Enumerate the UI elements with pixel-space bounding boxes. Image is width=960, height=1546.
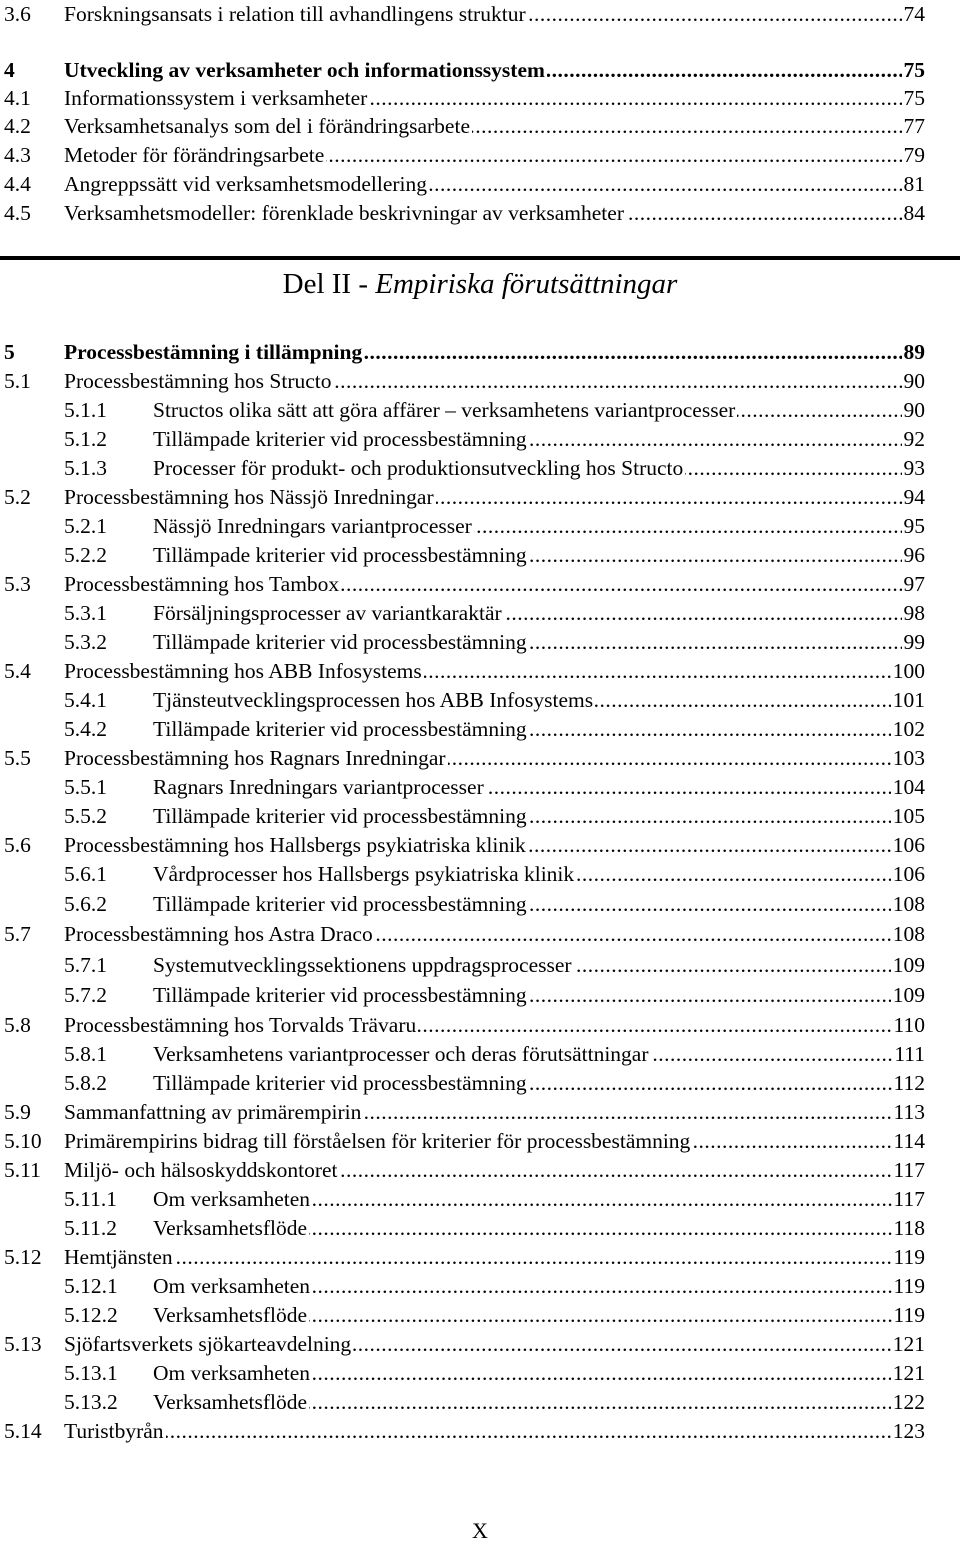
toc-entry[interactable] [0,920,960,949]
toc-entry-title-text: Processbestämning hos Ragnars Inredningar [64,746,446,770]
toc-entry-page: 105 [891,802,925,831]
toc-entry[interactable] [0,1011,960,1040]
toc-entry-title [153,1185,925,1214]
toc-entry-title-text: Verksamhetsflöde [153,1303,308,1327]
toc-entry[interactable] [0,657,960,686]
toc-entry-number: 5.1.2 [64,427,107,451]
toc-entry-title-text: Processbestämning hos Structo [64,369,332,393]
toc-entry-title-text: Ragnars Inredningars variantprocesser [153,775,484,799]
toc-entry-page: 106 [891,860,925,889]
toc-entry-page: 100 [891,657,925,686]
toc-entry[interactable] [0,951,960,980]
toc-entry-title [64,920,925,949]
toc-entry-page: 108 [891,890,925,919]
toc-entry[interactable] [0,628,960,657]
toc-entry-page: 74 [902,0,926,29]
toc-entry-page: 99 [902,628,926,657]
toc-entry-title-text: Tjänsteutvecklingsprocessen hos ABB Infosystems [153,688,594,712]
toc-entry[interactable] [0,744,960,773]
toc-entry-title [64,1417,925,1446]
toc-entry-number: 5.2 [4,485,31,509]
toc-entry-number: 5.3.2 [64,630,107,654]
toc-entry-page: 117 [892,1185,925,1214]
toc-entry-page: 119 [892,1301,925,1330]
toc-entry[interactable] [0,686,960,715]
toc-entry-number: 5.14 [4,1419,42,1443]
toc-entry-number: 5.9 [4,1100,31,1124]
toc-entry-title-text: Processer för produkt- och produktionsutveckling hos Structo [153,456,684,480]
toc-entry[interactable] [0,1243,960,1272]
toc-entry-title [153,773,925,802]
toc-entry-title-text: Verksamhetsflöde [153,1390,308,1414]
toc-entry-title [153,541,925,570]
toc-entry-number: 5.5.1 [64,775,107,799]
toc-entry-title [153,512,925,541]
toc-entry-title-text: Tillämpade kriterier vid processbestämning [153,630,527,654]
toc-entry-title [153,628,925,657]
toc-entry[interactable] [0,199,960,228]
toc-entry[interactable] [0,170,960,199]
toc-entry[interactable] [0,1388,960,1417]
toc-entry-number: 5.7 [4,922,31,946]
toc-entry-title [64,199,925,228]
toc-entry-number: 5.4.2 [64,717,107,741]
toc-entry-number: 5.4.1 [64,688,107,712]
toc-entry-title [153,860,925,889]
toc-entry-number: 5.5 [4,746,31,770]
toc-entry-page: 90 [902,396,926,425]
toc-entry-page: 109 [891,951,925,980]
toc-entry-page: 79 [902,141,926,170]
toc-entry[interactable] [0,1301,960,1330]
toc-entry[interactable] [0,599,960,628]
toc-entry[interactable] [0,570,960,599]
part-heading [0,264,960,304]
toc-entry[interactable] [0,425,960,454]
toc-entry[interactable] [0,890,960,919]
toc-entry-title [153,599,925,628]
toc-entry-title-text: Om verksamheten [153,1361,311,1385]
toc-entry-title [64,1330,925,1359]
toc-entry-page: 121 [891,1359,925,1388]
toc-entry-title [153,396,925,425]
toc-entry-page: 81 [902,170,926,199]
toc-entry-number: 5.6.1 [64,862,107,886]
toc-entry-title [153,1272,925,1301]
toc-entry-number: 4.1 [4,86,31,110]
toc-entry-number: 5.6 [4,833,31,857]
toc-entry-title [64,170,925,199]
toc-entry-title [64,0,925,29]
toc-entry-number: 5.6.2 [64,892,107,916]
toc-entry-title-text: Miljö- och hälsoskyddskontoret [64,1158,338,1182]
toc-entry-page: 119 [892,1272,925,1301]
toc-entry-title-text: Om verksamheten [153,1187,311,1211]
toc-entry[interactable] [0,1127,960,1156]
toc-entry-title-text: Sjöfartsverkets sjökarteavdelning [64,1332,352,1356]
toc-entry-title [64,1011,925,1040]
toc-entry[interactable] [0,1185,960,1214]
toc-entry-title [64,831,925,860]
toc-entry-title [153,1359,925,1388]
toc-entry[interactable] [0,112,960,141]
toc-entry-title-text: Processbestämning hos Nässjö Inredningar [64,485,434,509]
toc-entry-title-text: Om verksamheten [153,1274,311,1298]
toc-entry-title-text: Systemutvecklingssektionens uppdragsprocesser [153,953,572,977]
toc-entry-title [64,570,925,599]
toc-entry-title [153,1301,925,1330]
toc-entry-number: 5.3.1 [64,601,107,625]
toc-entry-title-text: Processbestämning hos Hallsbergs psykiatriska klinik [64,833,526,857]
toc-entry-number: 5.8.2 [64,1071,107,1095]
toc-entry-title-text: Nässjö Inredningars variantprocesser [153,514,472,538]
toc-entry-title-text: Vårdprocesser hos Hallsbergs psykiatriska klinik [153,862,575,886]
toc-entry[interactable] [0,512,960,541]
toc-entry-page: 117 [892,1156,925,1185]
toc-entry-title [153,890,925,919]
toc-entry-page: 84 [902,199,926,228]
toc-entry-page: 121 [891,1330,925,1359]
toc-entry-page: 104 [891,773,925,802]
toc-entry[interactable] [0,1214,960,1243]
toc-entry-number: 5.11.2 [64,1216,117,1240]
toc-entry[interactable] [0,1272,960,1301]
toc-entry-title [64,112,925,141]
toc-entry-page: 92 [902,425,926,454]
toc-entry[interactable] [0,454,960,483]
toc-entry-page: 119 [892,1243,925,1272]
toc-entry-title [153,1040,925,1069]
toc-entry-title-text: Tillämpade kriterier vid processbestämning [153,427,527,451]
toc-entry[interactable] [0,0,960,29]
toc-entry-number: 5.5.2 [64,804,107,828]
toc-entry-title-text: Tillämpade kriterier vid processbestämning [153,804,527,828]
toc-entry-title-text: Forskningsansats i relation till avhandlingens struktur [64,2,526,26]
toc-entry-number: 4.4 [4,172,31,196]
toc-entry-number: 4.5 [4,201,31,225]
toc-entry-page: 118 [892,1214,925,1243]
part-divider [0,256,960,260]
toc-entry[interactable] [0,1098,960,1127]
toc-entry[interactable] [0,715,960,744]
toc-entry-title-text: Angreppssätt vid verksamhetsmodellering [64,172,428,196]
toc-entry-number: 5.10 [4,1129,42,1153]
toc-entry-number: 5.7.2 [64,983,107,1007]
toc-entry-title [64,338,925,367]
toc-entry-title [64,1156,925,1185]
toc-entry-title [64,141,925,170]
toc-entry-number: 5.1.3 [64,456,107,480]
toc-entry-title-text: Sammanfattning av primärempirin [64,1100,362,1124]
toc-entry-number: 5.2.2 [64,543,107,567]
toc-entry-page: 90 [902,367,926,396]
toc-entry-number: 5.11.1 [64,1187,117,1211]
toc-entry-title-text: Tillämpade kriterier vid processbestämning [153,1071,527,1095]
toc-entry[interactable] [0,396,960,425]
toc-entry-title [64,84,925,113]
toc-entry-title [64,744,925,773]
toc-entry-page: 102 [891,715,925,744]
toc-entry-page: 122 [891,1388,925,1417]
toc-entry-title [153,1214,925,1243]
toc-entry[interactable] [0,541,960,570]
toc-entry[interactable] [0,84,960,113]
toc-entry-title-text: Verksamhetsmodeller: förenklade beskrivningar av verksamheter [64,201,624,225]
toc-entry-page: 106 [891,831,925,860]
toc-entry-number: 5.3 [4,572,31,596]
toc-entry-number: 5.12 [4,1245,42,1269]
toc-entry-title [64,657,925,686]
toc-entry-title [64,56,925,85]
toc-entry-number: 5.12.2 [64,1303,118,1327]
toc-entry-page: 114 [892,1127,925,1156]
toc-entry[interactable] [0,367,960,396]
toc-entry[interactable] [0,1359,960,1388]
toc-entry-title [64,367,925,396]
toc-entry[interactable] [0,1069,960,1098]
toc-entry[interactable] [0,338,960,367]
toc-entry-title [153,802,925,831]
part-heading-prefix: Del II - [282,268,376,300]
toc-entry-title [153,686,925,715]
toc-entry-number: 5.8.1 [64,1042,107,1066]
toc-entry-title [153,715,925,744]
toc-entry-page: 113 [892,1098,925,1127]
toc-entry-page: 89 [902,338,926,367]
toc-entry[interactable] [0,773,960,802]
toc-entry-page: 95 [902,512,926,541]
toc-entry-title [153,1069,925,1098]
toc-entry-title [64,1127,925,1156]
toc-entry-title [153,1388,925,1417]
toc-entry-title-text: Tillämpade kriterier vid processbestämning [153,983,527,1007]
toc-entry-title-text: Tillämpade kriterier vid processbestämning [153,717,527,741]
toc-entry-page: 112 [892,1069,925,1098]
toc-entry-page: 96 [902,541,926,570]
toc-entry[interactable] [0,831,960,860]
toc-entry[interactable] [0,141,960,170]
toc-entry-number: 5.1 [4,369,31,393]
toc-entry-number: 5 [4,340,15,364]
toc-entry-number: 5.1.1 [64,398,107,422]
toc-entry-page: 110 [892,1011,925,1040]
toc-entry[interactable] [0,483,960,512]
toc-entry-page: 93 [902,454,926,483]
toc-entry-number: 5.13 [4,1332,42,1356]
toc-entry-page: 111 [892,1040,925,1069]
toc-entry-title-text: Hemtjänsten [64,1245,173,1269]
toc-entry-page: 94 [902,483,926,512]
toc-entry-title-text: Processbestämning hos Tambox [64,572,340,596]
toc-entry-number: 4.2 [4,114,31,138]
toc-entry-number: 5.2.1 [64,514,107,538]
toc-entry-title [153,951,925,980]
toc-entry-title-text: Tillämpade kriterier vid processbestämning [153,543,527,567]
toc-entry-title-text: Primärempirins bidrag till förståelsen för kriterier för processbestämning [64,1129,691,1153]
toc-entry[interactable] [0,1330,960,1359]
toc-entry-page: 75 [902,56,926,85]
toc-entry-number: 5.4 [4,659,31,683]
toc-entry-number: 5.13.2 [64,1390,118,1414]
toc-entry-title-text: Tillämpade kriterier vid processbestämning [153,892,527,916]
toc-entry-title-text: Verksamhetens variantprocesser och deras förutsättningar [153,1042,649,1066]
toc-entry[interactable] [0,1156,960,1185]
toc-entry-number: 4 [4,58,15,82]
page-number: X [472,1518,488,1543]
toc-entry-title [153,981,925,1010]
toc-entry-page: 108 [891,920,925,949]
toc-entry-title-text: Informationssystem i verksamheter [64,86,368,110]
toc-entry-page: 103 [891,744,925,773]
toc-entry-number: 3.6 [4,2,31,26]
toc-entry-title-text: Verksamhetsflöde [153,1216,308,1240]
toc-entry-title [64,1098,925,1127]
toc-entry-number: 4.3 [4,143,31,167]
part-heading-emphasis: Empiriska förutsättningar [375,268,678,300]
toc-entry[interactable] [0,981,960,1010]
toc-entry-page: 97 [902,570,926,599]
toc-entry[interactable] [0,860,960,889]
toc-entry-title-text: Verksamhetsanalys som del i förändringsarbete [64,114,470,138]
toc-entry-number: 5.8 [4,1013,31,1037]
toc-entry-page: 75 [902,84,926,113]
toc-entry-title-text: Utveckling av verksamheter och informationssystem [64,58,545,82]
toc-entry[interactable] [0,802,960,831]
toc-entry-page: 109 [891,981,925,1010]
toc-entry-title-text: Structos olika sätt att göra affärer – verksamhetens variantprocesser [153,398,736,422]
toc-entry-title-text: Processbestämning hos Astra Draco [64,922,373,946]
toc-entry-page: 123 [891,1417,925,1446]
toc-entry-title [64,483,925,512]
toc-entry-title [64,1243,925,1272]
toc-entry-title-text: Processbestämning hos Torvalds Trävaru [64,1013,417,1037]
toc-entry-title-text: Metoder för förändringsarbete [64,143,325,167]
toc-entry[interactable] [0,1040,960,1069]
toc-entry-page: 101 [891,686,925,715]
toc-entry[interactable] [0,1417,960,1446]
toc-entry[interactable] [0,56,960,85]
toc-entry-page: 98 [902,599,926,628]
toc-entry-title [153,454,925,483]
toc-entry-title-text: Försäljningsprocesser av variantkaraktär [153,601,502,625]
toc-entry-title-text: Processbestämning i tillämpning [64,340,363,364]
toc-entry-title [153,425,925,454]
toc-entry-number: 5.7.1 [64,953,107,977]
toc-entry-number: 5.12.1 [64,1274,118,1298]
toc-entry-number: 5.11 [4,1158,41,1182]
toc-entry-number: 5.13.1 [64,1361,118,1385]
toc-entry-title-text: Processbestämning hos ABB Infosystems [64,659,422,683]
toc-entry-page: 77 [902,112,926,141]
toc-entry-title-text: Turistbyrån [64,1419,164,1443]
